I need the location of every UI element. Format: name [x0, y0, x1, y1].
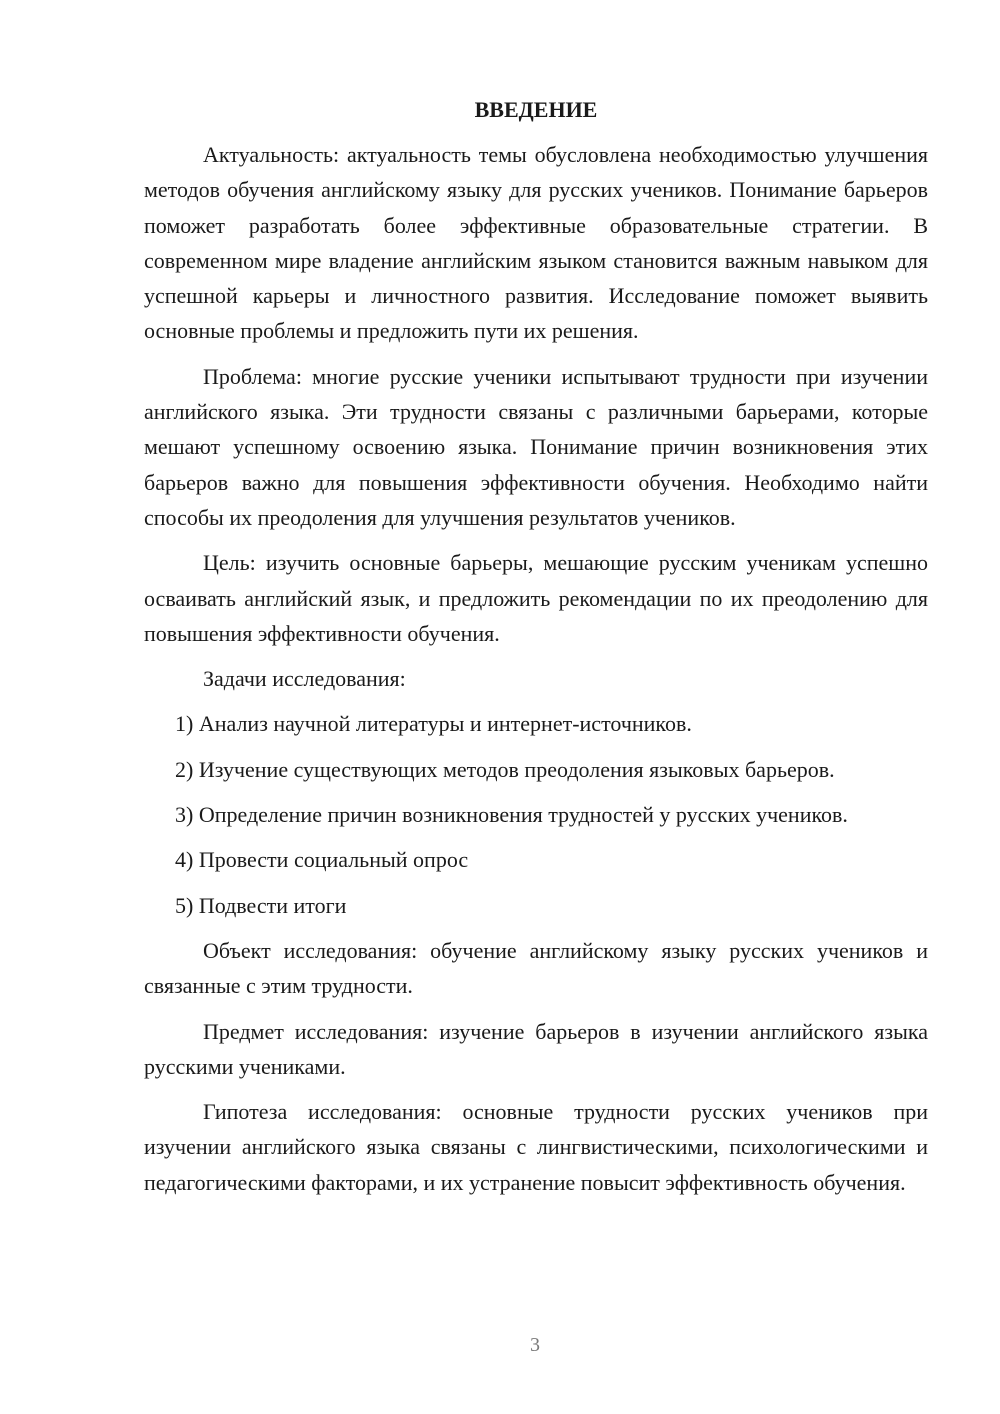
task-item: 5) Подвести итоги	[175, 892, 347, 918]
document-page	[144, 95, 928, 1210]
paragraph-hypothesis: Гипотеза исследования: основные трудности русских учеников при изучении английского языка связаны с лингвистическими, психологическими и педагогическими факторами, и их устранение повысит эффективность обучения.	[144, 1099, 928, 1195]
page-number: 3	[530, 1334, 540, 1356]
tasks-heading: Задачи исследования:	[203, 666, 406, 692]
tasks-list	[144, 706, 928, 922]
task-item: 4) Провести социальный опрос	[175, 847, 469, 873]
paragraph-subject: Предмет исследования: изучение барьеров в изучении английского языка русскими учениками.	[144, 1018, 928, 1079]
paragraph-relevance: Актуальность: актуальность темы обусловлена необходимостью улучшения методов обучения английскому языку для русских учеников. Понимание барьеров поможет разработать более эффективные образовательные стратегии. В современном мире владение английским языком становится важным навыком для успешной карьеры и личностного развития. Исследование поможет выявить основные проблемы и предложить пути их решения.	[144, 142, 928, 344]
paragraph-object: Объект исследования: обучение английскому языку русских учеников и связанные с этим трудности.	[144, 937, 928, 999]
task-item: 3) Определение причин возникновения трудностей у русских учеников.	[175, 802, 848, 828]
paragraph-goal: Цель: изучить основные барьеры, мешающие русским ученикам успешно осваивать английский язык, и предложить рекомендации по их преодолению для повышения эффективности обучения.	[144, 550, 928, 646]
task-item: 1) Анализ научной литературы и интернет-источников.	[175, 711, 692, 737]
task-item: 2) Изучение существующих методов преодоления языковых барьеров.	[175, 756, 835, 782]
paragraph-problem: Проблема: многие русские ученики испытывают трудности при изучении английского языка. Эти трудности связаны с различными барьерами, которые мешают успешному освоению языка. Понимание причин возникновения этих барьеров важно для повышения эффективности обучения. Необходимо найти способы их преодоления для улучшения результатов учеников.	[144, 363, 928, 530]
page-title: ВВЕДЕНИЕ	[474, 97, 598, 122]
